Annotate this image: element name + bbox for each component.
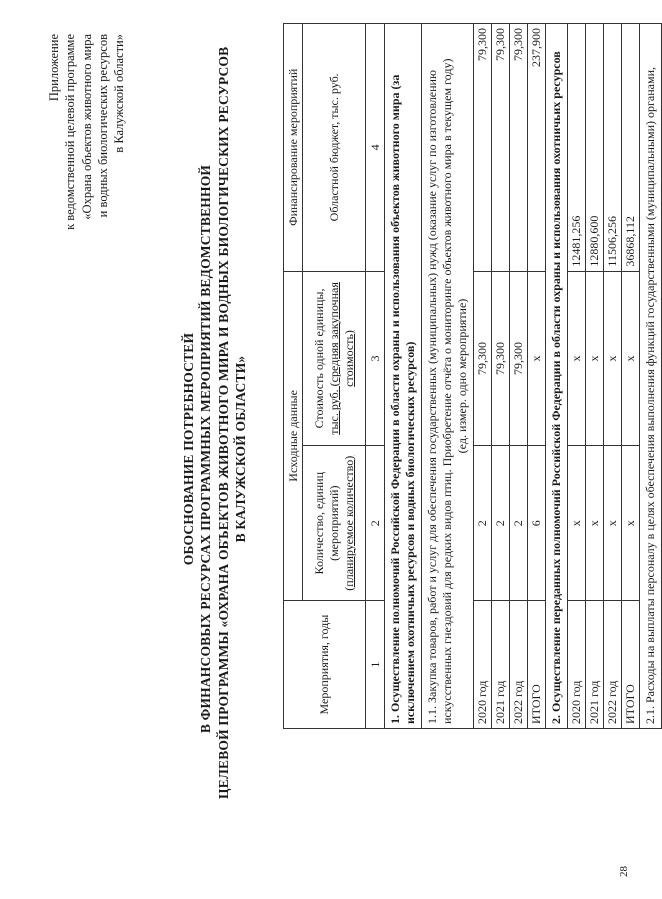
header-unit-cost-line: Стоимость одной единицы,: [311, 288, 326, 429]
appendix-line: в Калужской области»: [112, 34, 126, 153]
quantity-cell: х: [568, 446, 586, 601]
appendix-line: к ведомственной целевой программе: [63, 34, 78, 230]
budget-cell: 79,300: [492, 24, 510, 272]
appendix-line: Приложение: [47, 34, 61, 102]
year-cell: 2022 год: [510, 601, 528, 729]
quantity-cell: х: [622, 446, 640, 601]
column-number: 3: [366, 271, 385, 446]
section-heading: 2. Осуществление переданных полномочий Российской Федерации в области охраны и использования охотничьих ресурсов: [546, 24, 568, 729]
unit-cost-cell: х: [528, 271, 546, 446]
header-quantity-line: Количество, единиц: [311, 472, 326, 575]
year-cell: 2021 год: [492, 601, 510, 729]
header-quantity: [303, 446, 366, 601]
table-row: [568, 24, 586, 729]
budget-cell: 79,300: [510, 24, 528, 272]
page-number: 28: [618, 866, 630, 877]
year-cell: 2020 год: [474, 601, 492, 729]
unit-cost-cell: х: [622, 271, 640, 446]
column-number: 2: [366, 446, 385, 601]
budget-cell: 12481,256: [568, 24, 586, 272]
table-row: [474, 24, 492, 729]
unit-cost-cell: х: [568, 271, 586, 446]
unit-cost-cell: 79,300: [510, 271, 528, 446]
quantity-cell: х: [604, 446, 622, 601]
header-quantity-line: (мероприятий): [326, 485, 341, 561]
subsection-heading: 2.1. Расходы на выплаты персоналу в целях обеспечения выполнения функций государственными (муниципальными) органами,: [640, 24, 662, 729]
appendix-note: [46, 34, 127, 249]
title-line: ЦЕЛЕВОЙ ПРОГРАММЫ «ОХРАНА ОБЪЕКТОВ ЖИВОТНОГО МИРА И ВОДНЫХ БИОЛОГИЧЕСКИХ РЕСУРСОВ: [215, 46, 231, 799]
quantity-cell: 2: [510, 446, 528, 601]
quantity-cell: 6: [528, 446, 546, 601]
year-cell: ИТОГО: [622, 601, 640, 729]
document-title: [180, 46, 249, 799]
header-unit-cost-line: стоимость): [341, 330, 356, 387]
column-number: 1: [366, 601, 385, 729]
quantity-cell: 2: [474, 446, 492, 601]
financing-table: [283, 23, 662, 729]
budget-cell: 36868,112: [622, 24, 640, 272]
section-heading: 1. Осуществление полномочий Российской Федерации в области охраны и использования объектов животного мира (за исключением охотничьих ресурсов и водных биологических ресурсов): [385, 24, 422, 729]
header-activities-years: Мероприятия, годы: [284, 601, 366, 729]
header-unit-cost-line: тыс. руб. (средняя закупочная: [326, 282, 341, 435]
year-cell: 2020 год: [568, 601, 586, 729]
title-line: В ФИНАНСОВЫХ РЕСУРСАХ ПРОГРАММНЫХ МЕРОПРИЯТИЙ ВЕДОМСТВЕННОЙ: [198, 164, 214, 734]
year-cell: ИТОГО: [528, 601, 546, 729]
unit-cost-cell: 79,300: [474, 271, 492, 446]
quantity-cell: х: [586, 446, 604, 601]
table-row: [510, 24, 528, 729]
quantity-cell: 2: [492, 446, 510, 601]
table-row-total: [528, 24, 546, 729]
budget-cell: 79,300: [474, 24, 492, 272]
title-line: ОБОСНОВАНИЕ ПОТРЕБНОСТЕЙ: [181, 332, 196, 566]
table-row-total: [622, 24, 640, 729]
subsection-text: 1.1. Закупка товаров, работ и услуг для обеспечения государственных (муниципальных) нужд (оказание услуг по изготовлению искусственных гнездовий для редких видов птиц. Приобретение отчёта о мониторинге объектов животного мира в текущем году): [425, 58, 454, 724]
header-regional-budget: Областной бюджет, тыс. руб.: [303, 24, 366, 272]
header-unit-cost: [303, 271, 366, 446]
unit-cost-cell: х: [604, 271, 622, 446]
appendix-line: «Охрана объектов животного мира: [79, 34, 94, 220]
header-source-data: Исходные данные: [284, 271, 303, 601]
budget-cell: 12880,600: [586, 24, 604, 272]
column-number: 4: [366, 24, 385, 272]
table-row: [492, 24, 510, 729]
table-row: [604, 24, 622, 729]
budget-cell: 11506,256: [604, 24, 622, 272]
header-quantity-line: (планируемое количество): [341, 455, 356, 591]
unit-cost-cell: х: [586, 271, 604, 446]
year-cell: 2022 год: [604, 601, 622, 729]
header-financing: Финансирование мероприятий: [284, 24, 303, 272]
appendix-line: и водных биологических ресурсов: [95, 34, 110, 218]
year-cell: 2021 год: [586, 601, 604, 729]
subsection-heading: [422, 24, 474, 729]
subsection-unit: (ед. измер. одно мероприятие): [455, 298, 469, 454]
title-line: В КАЛУЖСКОЙ ОБЛАСТИ»: [232, 355, 248, 543]
unit-cost-cell: 79,300: [492, 271, 510, 446]
table-row: [586, 24, 604, 729]
budget-cell: 237,900: [528, 24, 546, 272]
